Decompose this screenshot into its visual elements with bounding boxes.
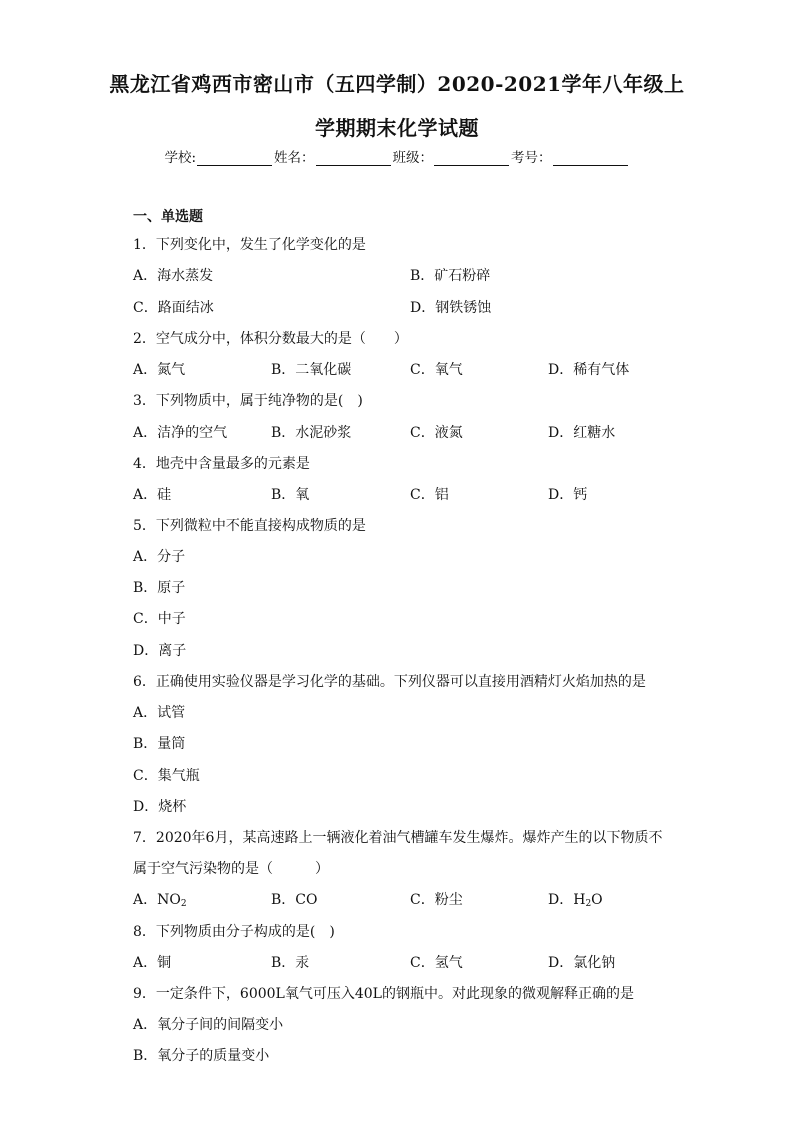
q4-option-c: C．铝	[410, 487, 449, 503]
q7-option-a: A．$NO_2$	[133, 892, 187, 909]
q6-option-b: B．量筒	[133, 736, 186, 752]
q1-option-c: C．路面结冰	[133, 300, 214, 316]
q5-option-d: D．离子	[133, 643, 187, 659]
q2-option-a: A．氮气	[133, 362, 186, 378]
q1-option-b: B．矿石粉碎	[410, 268, 491, 284]
exam-no-blank[interactable]	[553, 151, 628, 166]
q7-option-c: C．粉尘	[410, 892, 463, 908]
q4-option-a: A．硅	[133, 487, 172, 503]
exam-no-label: 考号：	[511, 150, 552, 166]
q2-option-c: C．氧气	[410, 362, 463, 378]
q7-option-d: D．$H_2O$	[548, 892, 603, 909]
q8-option-c: C．氢气	[410, 955, 463, 971]
q7-option-b: B．CO	[271, 892, 318, 908]
q8-option-b: B．汞	[271, 955, 310, 971]
school-blank[interactable]	[197, 151, 272, 166]
q9-option-a: A．氧分子间的间隔变小	[133, 1017, 284, 1033]
question-1-stem: 1．下列变化中，发生了化学变化的是	[133, 237, 366, 253]
q4-option-b: B．氧	[271, 487, 310, 503]
question-5-stem: 5．下列微粒中不能直接构成物质的是	[133, 518, 366, 534]
question-3-stem: 3．下列物质中，属于纯净物的是( )	[133, 393, 363, 409]
question-7-stem-line1: 7．2020年6月，某高速路上一辆液化着油气槽罐车发生爆炸。爆炸产生的以下物质不	[133, 830, 663, 846]
class-blank[interactable]	[434, 151, 509, 166]
name-label: 姓名：	[274, 150, 315, 166]
q1-option-a: A．海水蒸发	[133, 268, 214, 284]
q3-option-d: D．红糖水	[548, 425, 616, 441]
q1-option-d: D．钢铁锈蚀	[410, 300, 492, 316]
q8-option-a: A．铜	[133, 955, 172, 971]
question-9-stem: 9．一定条件下，6000L氧气可压入40L的钢瓶中。对此现象的微观解释正确的是	[133, 986, 634, 1002]
q5-option-c: C．中子	[133, 611, 186, 627]
q5-option-b: B．原子	[133, 580, 186, 596]
question-4-stem: 4．地壳中含量最多的元素是	[133, 456, 310, 472]
question-7-stem-line2: 属于空气污染物的是（ ）	[133, 861, 329, 877]
q8-option-d: D．氯化钠	[548, 955, 616, 971]
q2-option-d: D．稀有气体	[548, 362, 630, 378]
q2-option-b: B．二氧化碳	[271, 362, 352, 378]
student-info-row	[0, 146, 794, 166]
question-2-stem: 2．空气成分中，体积分数最大的是（ ）	[133, 331, 408, 347]
q3-option-b: B．水泥砂浆	[271, 425, 352, 441]
q6-option-d: D．烧杯	[133, 799, 187, 815]
class-label: 班级：	[392, 150, 434, 166]
q9-option-b: B．氧分子的质量变小	[133, 1048, 270, 1064]
question-6-stem: 6．正确使用实验仪器是学习化学的基础。下列仪器可以直接用酒精灯火焰加热的是	[133, 674, 646, 690]
q3-option-c: C．液氮	[410, 425, 463, 441]
q6-option-a: A．试管	[133, 705, 186, 721]
section-title: 一、单选题	[133, 209, 203, 225]
q5-option-a: A．分子	[133, 549, 186, 565]
name-blank[interactable]	[316, 151, 391, 166]
school-label: 学校:	[164, 150, 197, 166]
question-8-stem: 8．下列物质由分子构成的是( )	[133, 924, 335, 940]
q4-option-d: D．钙	[548, 487, 588, 503]
exam-title-line2: 学期期末化学试题	[315, 116, 479, 140]
exam-title-line1: 黑龙江省鸡西市密山市（五四学制）2020-2021学年八年级上	[109, 72, 685, 96]
q3-option-a: A．洁净的空气	[133, 425, 228, 441]
q6-option-c: C．集气瓶	[133, 768, 200, 784]
